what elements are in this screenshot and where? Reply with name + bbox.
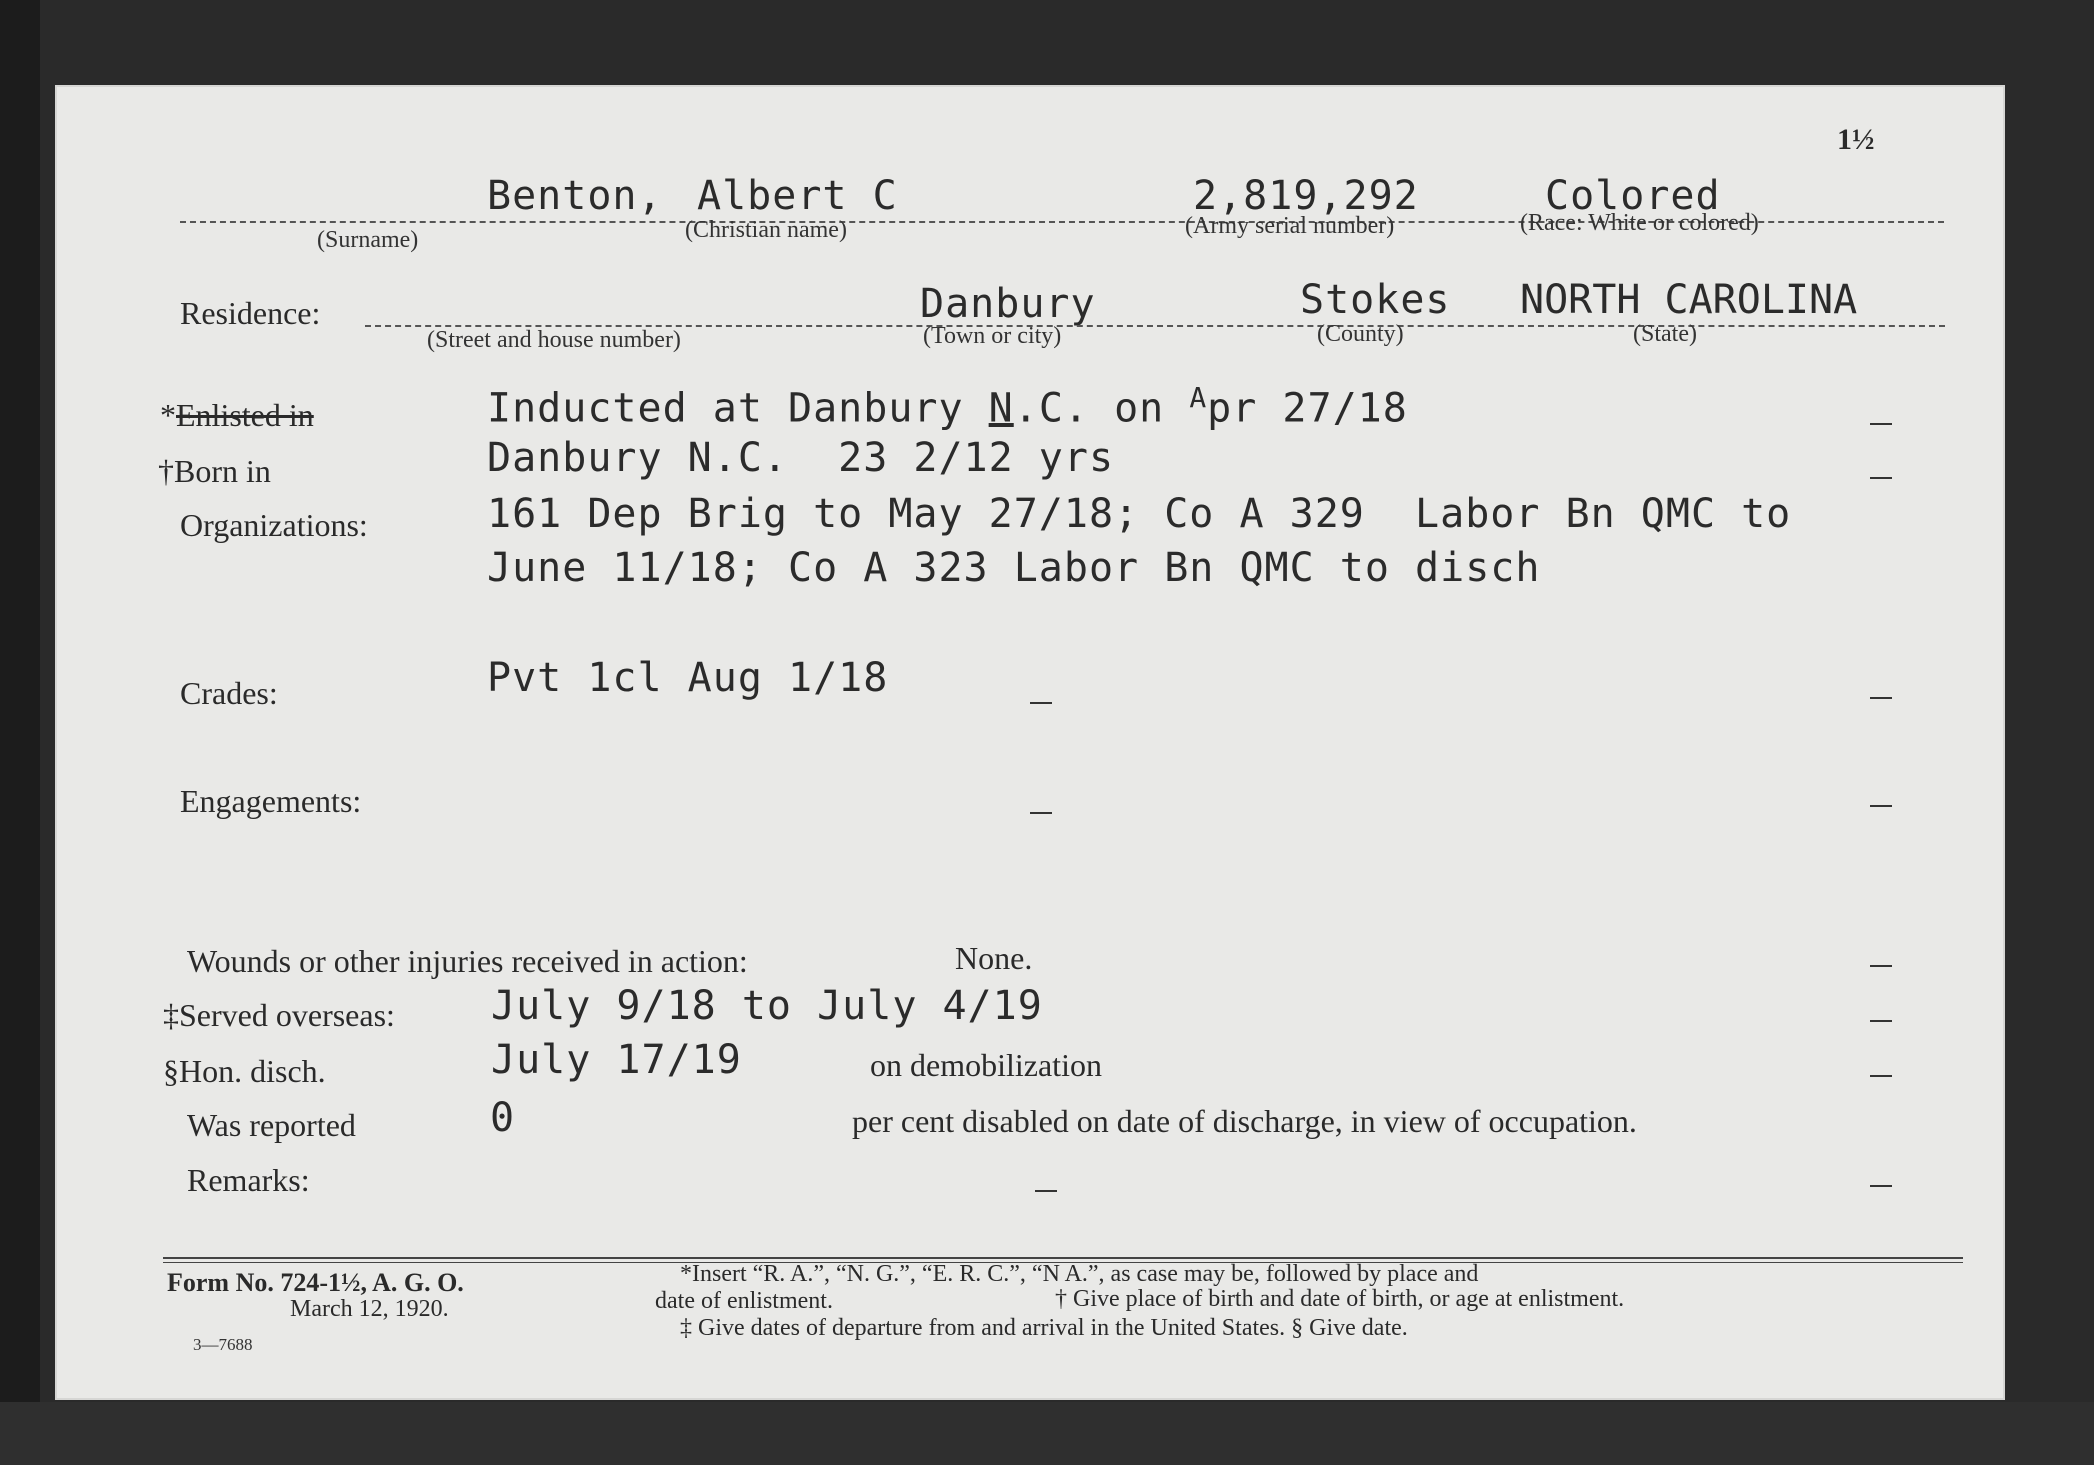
serial-number-value: 2,819,292: [1193, 173, 1419, 219]
organizations-label: Organizations:: [180, 507, 368, 543]
engagements-dash-mid: [1030, 812, 1052, 814]
footnote-1: *Insert “R. A.”, “N. G.”, “E. R. C.”, “N A.”, as case may be, followed by place and: [680, 1261, 1479, 1287]
street-caption: (Street and house number): [427, 327, 681, 353]
born-label: [158, 453, 271, 490]
reported-text: per cent disabled on date of discharge, in view of occupation.: [852, 1103, 1637, 1139]
residence-label: Residence:: [180, 295, 321, 331]
discharge-label: [163, 1053, 326, 1090]
footer-rule-1: [163, 1257, 1963, 1259]
enlisted-value-a: Inducted at Danbury: [487, 385, 989, 432]
print-code: 3—7688: [193, 1335, 253, 1354]
reported-value: 0: [490, 1095, 516, 1141]
enlisted-label: [160, 397, 314, 434]
discharge-mark: §: [163, 1053, 179, 1089]
born-label-text: Born in: [174, 453, 271, 489]
born-value: Danbury N.C. 23 2/12 yrs: [487, 435, 1115, 481]
wounds-dash: [1870, 965, 1892, 967]
remarks-dash-mid: [1035, 1190, 1057, 1192]
discharge-note: on demobilization: [870, 1047, 1102, 1083]
remarks-dash-right: [1870, 1185, 1892, 1187]
footnote-3: ‡ Give dates of departure from and arrival in the United States. § Give date.: [680, 1315, 1408, 1341]
enlisted-value: [487, 381, 1408, 431]
enlisted-dash: [1870, 423, 1892, 425]
overseas-mark: ‡: [163, 997, 179, 1033]
grades-dash-right: [1870, 697, 1892, 699]
form-date: March 12, 1920.: [290, 1296, 449, 1322]
serial-caption: (Army serial number): [1185, 213, 1395, 239]
town-value: Danbury: [920, 281, 1096, 327]
surname-caption: (Surname): [317, 227, 419, 253]
card-number: 1½: [1837, 123, 1875, 156]
overseas-dash: [1870, 1020, 1892, 1022]
county-value: Stokes: [1300, 277, 1451, 323]
overseas-label: [163, 997, 395, 1034]
organizations-line-2: June 11/18; Co A 323 Labor Bn QMC to disch: [487, 545, 1541, 591]
overseas-value: July 9/18 to July 4/19: [491, 983, 1043, 1029]
remarks-label: Remarks:: [187, 1162, 310, 1198]
state-value: NORTH CAROLINA: [1520, 277, 1858, 323]
county-caption: (County): [1317, 321, 1404, 347]
footnote-2a: date of enlistment.: [655, 1288, 833, 1314]
born-mark: †: [158, 453, 174, 489]
enlisted-value-sup: A: [1189, 381, 1208, 414]
born-dash: [1870, 477, 1892, 479]
record-card: [55, 85, 2005, 1400]
grades-dash-mid: [1030, 702, 1052, 704]
race-value: Colored: [1545, 173, 1721, 219]
form-number: Form No. 724-1½, A. G. O.: [167, 1268, 464, 1297]
scan-frame-left: [0, 0, 40, 1465]
enlisted-value-b: .C. on: [1013, 385, 1190, 432]
christian-caption: (Christian name): [685, 217, 847, 243]
overseas-label-text: Served overseas:: [179, 997, 395, 1033]
grades-label: Crades:: [180, 675, 278, 711]
enlisted-label-text: Enlisted in: [176, 397, 314, 433]
wounds-label: Wounds or other injuries received in action:: [187, 943, 748, 979]
discharge-value: July 17/19: [491, 1037, 742, 1083]
enlisted-mark: *: [160, 397, 176, 433]
enlisted-value-c: pr 27/18: [1207, 385, 1408, 432]
wounds-value: None.: [955, 940, 1033, 976]
state-caption: (State): [1633, 321, 1697, 347]
scan-frame-bottom: [0, 1402, 2094, 1465]
christian-name-value: Albert C: [697, 173, 898, 219]
reported-label: Was reported: [187, 1107, 356, 1143]
surname-value: Benton,: [487, 173, 663, 219]
engagements-dash-right: [1870, 805, 1892, 807]
discharge-label-text: Hon. disch.: [179, 1053, 326, 1089]
discharge-dash: [1870, 1075, 1892, 1077]
enlisted-value-n: N: [988, 385, 1014, 432]
engagements-label: Engagements:: [180, 783, 362, 819]
race-caption: (Race: White or colored): [1520, 210, 1759, 236]
organizations-line-1: 161 Dep Brig to May 27/18; Co A 329 Labor Bn QMC to: [487, 491, 1792, 537]
grades-value: Pvt 1cl Aug 1/18: [487, 655, 889, 701]
town-caption: (Town or city): [923, 323, 1062, 349]
footnote-2b: † Give place of birth and date of birth, or age at enlistment.: [1055, 1286, 1625, 1312]
